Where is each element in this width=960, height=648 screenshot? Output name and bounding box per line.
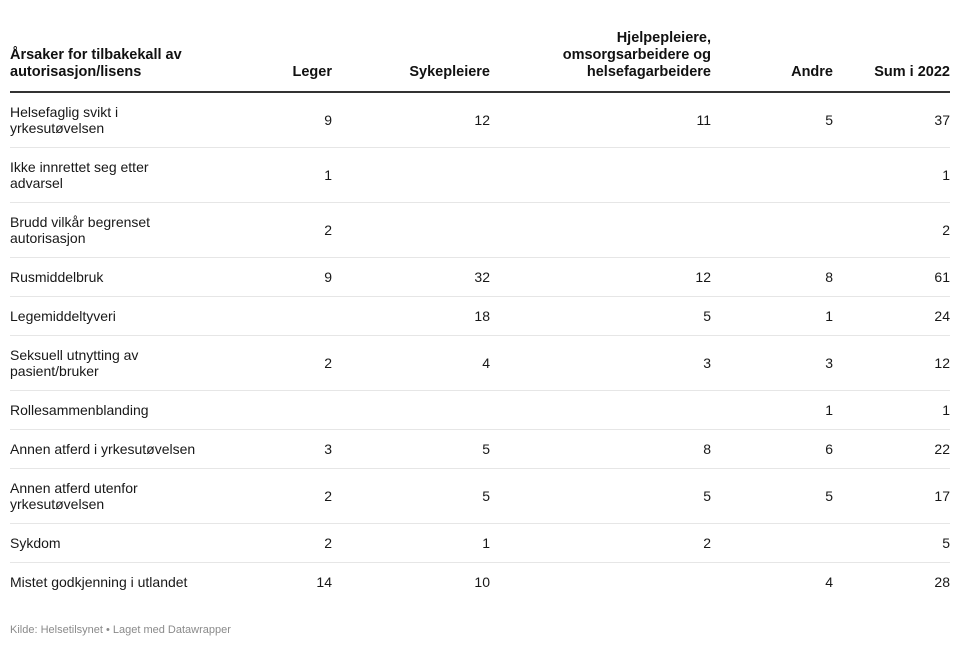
value-cell: 2	[210, 469, 332, 524]
value-cell: 10	[474, 574, 490, 590]
row-label	[10, 297, 210, 336]
value-cell: 1	[833, 391, 950, 430]
value-cell: 3	[490, 336, 711, 391]
value-cell: 4	[825, 574, 833, 590]
value-cell: 32	[332, 258, 490, 297]
value-cell: 1	[210, 148, 332, 203]
row-label-line: Rusmiddelbruk	[10, 269, 104, 285]
value-cell: 1	[332, 524, 490, 563]
value-cell: 14	[316, 574, 332, 590]
value-cell: 4	[332, 336, 490, 391]
table-container	[10, 30, 950, 601]
table-row	[10, 148, 950, 203]
table-row	[10, 524, 950, 563]
header-line: Sum i 2022	[874, 64, 950, 80]
table-row	[10, 258, 950, 297]
value-cell: 11	[490, 92, 711, 148]
value-cell: 17	[833, 469, 950, 524]
value-cell: 9	[210, 92, 332, 148]
row-label-line: advarsel	[10, 175, 63, 191]
value-cell: 8	[711, 258, 833, 297]
value-cell: 9	[210, 258, 332, 297]
data-table	[10, 30, 950, 601]
table-header	[10, 30, 950, 92]
row-label-line: autorisasjon	[10, 230, 86, 246]
value-cell: 22	[833, 430, 950, 469]
value-cell: 6	[711, 430, 833, 469]
table-row	[10, 336, 950, 391]
row-label-line: Legemiddeltyveri	[10, 308, 116, 324]
value-cell: 2	[833, 203, 950, 258]
value-cell: 5	[711, 92, 833, 148]
table-row	[10, 430, 950, 469]
row-label-line: Ikke innrettet seg etter	[10, 159, 149, 175]
header-line: omsorgsarbeidere og	[562, 47, 711, 63]
row-label	[10, 524, 210, 563]
value-cell: 1	[711, 391, 833, 430]
value-cell: 5	[711, 469, 833, 524]
header-andre	[711, 30, 833, 92]
value-cell: 61	[833, 258, 950, 297]
value-cell	[711, 524, 833, 563]
row-label	[10, 92, 210, 148]
row-label	[10, 469, 210, 524]
row-label-line: Helsefaglig svikt i	[10, 104, 119, 120]
value-cell: 2	[210, 336, 332, 391]
header-line: Sykepleiere	[409, 64, 490, 80]
value-cell	[490, 391, 711, 430]
header-line: Årsaker for tilbakekall av	[10, 47, 182, 63]
value-cell: 18	[332, 297, 490, 336]
value-cell: 1	[833, 148, 950, 203]
table-body	[10, 92, 950, 601]
value-cell	[210, 391, 332, 430]
value-cell	[490, 148, 711, 203]
value-cell: 12	[833, 336, 950, 391]
row-label-line: Sykdom	[10, 535, 61, 551]
value-cell	[711, 203, 833, 258]
value-cell	[332, 391, 490, 430]
value-cell: 5	[833, 524, 950, 563]
value-cell: 3	[711, 336, 833, 391]
value-cell	[490, 203, 711, 258]
value-cell: 2	[210, 524, 332, 563]
value-cell: 12	[332, 92, 490, 148]
row-label-line: pasient/bruker	[10, 363, 99, 379]
table-row	[10, 391, 950, 430]
header-cause	[10, 30, 210, 92]
header-hjelpepleiere	[490, 30, 711, 92]
header-sykepleiere	[332, 30, 490, 92]
header-line: Andre	[791, 64, 833, 80]
table-row	[10, 92, 950, 148]
value-cell	[490, 563, 711, 602]
value-cell: 5	[332, 469, 490, 524]
row-label	[10, 336, 210, 391]
value-cell: 24	[833, 297, 950, 336]
table-row	[10, 469, 950, 524]
value-cell: 5	[332, 430, 490, 469]
header-row	[10, 30, 950, 92]
value-cell: 8	[490, 430, 711, 469]
value-cell: 2	[210, 203, 332, 258]
row-label-line: yrkesutøvelsen	[10, 496, 105, 512]
value-cell: 12	[490, 258, 711, 297]
value-cell: 1	[711, 297, 833, 336]
row-label-line: Annen atferd i yrkesutøvelsen	[10, 441, 196, 457]
row-label-line: Seksuell utnytting av	[10, 347, 139, 363]
header-leger	[210, 30, 332, 92]
row-label-line: Mistet godkjenning i utlandet	[10, 574, 188, 590]
value-cell	[711, 148, 833, 203]
source-footer: Kilde: Helsetilsynet • Laget med Datawrapper	[10, 624, 231, 636]
header-line: Leger	[292, 64, 332, 80]
header-sum	[833, 30, 950, 92]
value-cell	[332, 148, 490, 203]
value-cell: 5	[490, 297, 711, 336]
row-label-line: Annen atferd utenfor	[10, 480, 138, 496]
value-cell	[210, 297, 332, 336]
value-cell: 3	[210, 430, 332, 469]
table-row	[10, 203, 950, 258]
table-row	[10, 297, 950, 336]
row-label-line: Rollesammenblanding	[10, 402, 149, 418]
value-cell	[332, 203, 490, 258]
value-cell: 37	[833, 92, 950, 148]
row-label	[10, 148, 210, 203]
value-cell: 5	[490, 469, 711, 524]
header-line: helsefagarbeidere	[586, 64, 711, 80]
row-label	[10, 563, 210, 602]
header-line: Hjelpepleiere,	[616, 30, 711, 46]
row-label	[10, 203, 210, 258]
row-label	[10, 258, 210, 297]
table-row	[10, 563, 950, 602]
row-label-line: yrkesutøvelsen	[10, 120, 105, 136]
value-cell: 2	[490, 524, 711, 563]
row-label	[10, 391, 210, 430]
header-line: autorisasjon/lisens	[10, 64, 142, 80]
row-label	[10, 430, 210, 469]
value-cell: 28	[934, 574, 950, 590]
row-label-line: Brudd vilkår begrenset	[10, 214, 151, 230]
